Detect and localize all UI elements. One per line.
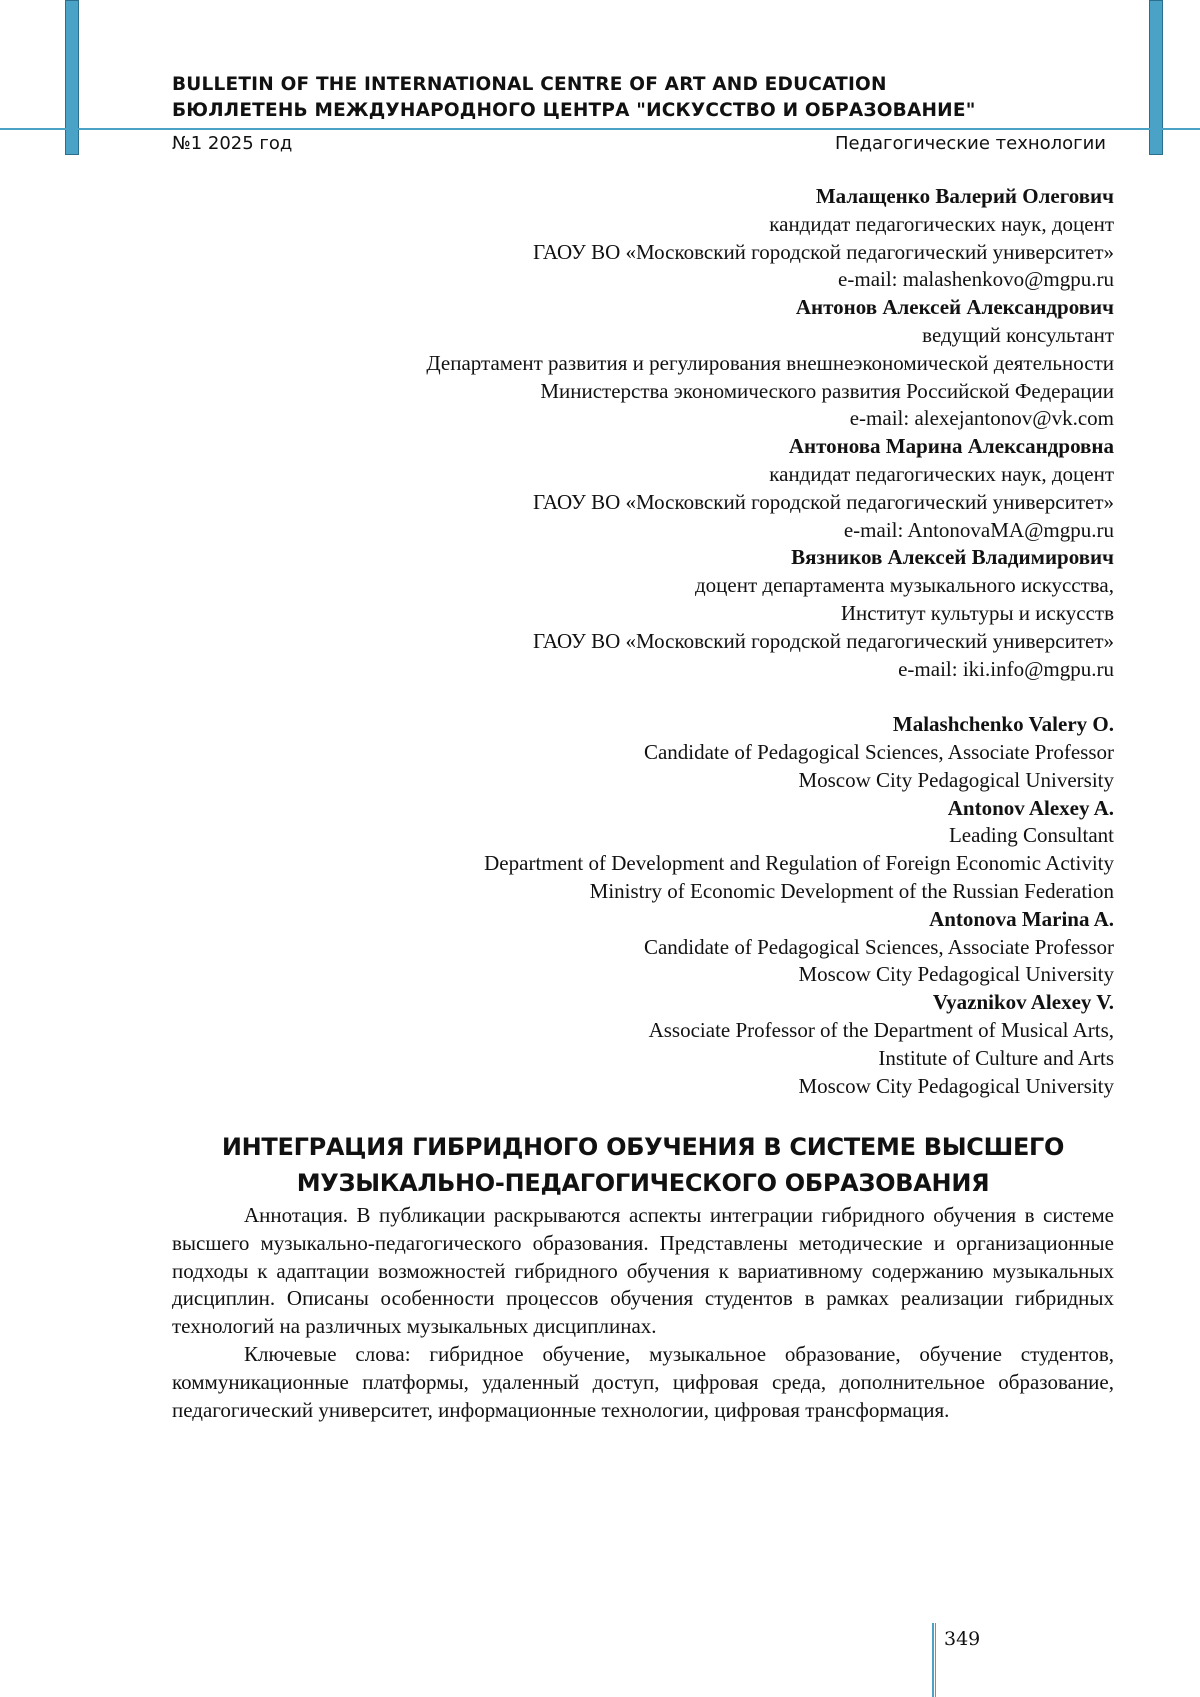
author-position: Leading Consultant: [948, 823, 1114, 848]
author-affiliation: Moscow City Pedagogical University: [798, 1073, 1114, 1098]
section-gap: [114, 683, 1114, 711]
author-ru-2: [114, 294, 1114, 433]
section-label: Педагогические технологии: [834, 133, 1106, 154]
issue-label: №1 2025 год: [172, 133, 293, 154]
author-block: [114, 183, 1114, 1100]
author-affiliation: Департамент развития и регулирования внешнеэкономической деятельности: [426, 350, 1114, 375]
article-title-line: ИНТЕГРАЦИЯ ГИБРИДНОГО ОБУЧЕНИЯ В СИСТЕМЕ ВЫСШЕГО: [221, 1133, 1065, 1161]
author-email: e-mail: alexejantonov@vk.com: [849, 406, 1114, 431]
author-name: Antonova Marina A.: [929, 906, 1114, 931]
author-name: Антонов Алексей Александрович: [795, 295, 1114, 320]
author-affiliation: Ministry of Economic Development of the Russian Federation: [589, 878, 1114, 903]
author-en-3: [114, 906, 1114, 989]
author-affiliation: Department of Development and Regulation of Foreign Economic Activity: [484, 851, 1114, 876]
author-position: Candidate of Pedagogical Sciences, Associate Professor: [643, 739, 1114, 764]
abstract-paragraph: Аннотация. В публикации раскрываются аспекты интеграции гибридного обучения в системе высшего музыкально-педагогического образования. Представлены методические и организационные подходы к адаптации возможностей гибридного обучения к вариативному содержанию музыкальных дисциплин. Описаны особенности процессов обучения студентов в рамках реализации гибридных технологий на различных музыкальных дисциплинах.: [172, 1203, 1114, 1339]
author-name: Малащенко Валерий Олегович: [815, 184, 1114, 208]
page-number: 349: [944, 1628, 981, 1650]
author-name: Вязников Алексей Владимирович: [791, 545, 1114, 570]
author-position: доцент департамента музыкального искусства,: [694, 573, 1114, 598]
journal-title-ru: БЮЛЛЕТЕНЬ МЕЖДУНАРОДНОГО ЦЕНТРА "ИСКУССТВО И ОБРАЗОВАНИЕ": [172, 100, 976, 121]
article-body: [172, 1202, 1114, 1424]
author-affiliation: Институт культуры и искусств: [840, 600, 1114, 625]
author-ru-1: [114, 183, 1114, 294]
author-name: Антонова Марина Александровна: [788, 434, 1114, 459]
article-title: [172, 1129, 1114, 1201]
journal-title-en: BULLETIN OF THE INTERNATIONAL CENTRE OF ART AND EDUCATION: [172, 74, 887, 95]
author-affiliation: Moscow City Pedagogical University: [798, 767, 1114, 792]
author-email: e-mail: malashenkovo@mgpu.ru: [838, 267, 1114, 292]
header-right-accent-bar: [1149, 0, 1163, 155]
header-left-accent-bar: [65, 0, 79, 155]
author-name: Malashchenko Valery O.: [892, 712, 1114, 737]
author-affiliation: Moscow City Pedagogical University: [798, 962, 1114, 987]
author-ru-4: [114, 544, 1114, 683]
author-en-4: [114, 989, 1114, 1100]
header-divider: [0, 128, 1200, 130]
author-en-1: [114, 711, 1114, 794]
author-position: Associate Professor of the Department of Musical Arts,: [648, 1017, 1114, 1042]
author-en-2: [114, 795, 1114, 906]
author-position: ведущий консультант: [922, 322, 1114, 347]
author-email: e-mail: AntonovaMA@mgpu.ru: [843, 517, 1114, 542]
author-affiliation: ГАОУ ВО «Московский городской педагогический университет»: [533, 239, 1114, 264]
author-position: Candidate of Pedagogical Sciences, Associate Professor: [643, 934, 1114, 959]
author-name: Vyaznikov Alexey V.: [932, 990, 1114, 1015]
author-email: e-mail: iki.info@mgpu.ru: [898, 656, 1114, 681]
author-ru-3: [114, 433, 1114, 544]
page-number-rule: [932, 1623, 936, 1697]
author-affiliation: Institute of Culture and Arts: [878, 1045, 1114, 1070]
author-position: кандидат педагогических наук, доцент: [769, 461, 1114, 486]
author-position: кандидат педагогических наук, доцент: [769, 211, 1114, 236]
article-title-line: МУЗЫКАЛЬНО-ПЕДАГОГИЧЕСКОГО ОБРАЗОВАНИЯ: [296, 1169, 990, 1197]
keywords-paragraph: Ключевые слова: гибридное обучение, музыкальное образование, обучение студентов, коммуникационные платформы, удаленный доступ, цифровая среда, дополнительное образование, педагогический университет, информационные технологии, цифровая трансформация.: [172, 1341, 1114, 1422]
author-affiliation: Министерства экономического развития Российской Федерации: [540, 378, 1114, 403]
author-affiliation: ГАОУ ВО «Московский городской педагогический университет»: [533, 628, 1114, 653]
author-affiliation: ГАОУ ВО «Московский городской педагогический университет»: [533, 489, 1114, 514]
journal-title: [172, 72, 976, 124]
author-name: Antonov Alexey A.: [947, 795, 1114, 820]
